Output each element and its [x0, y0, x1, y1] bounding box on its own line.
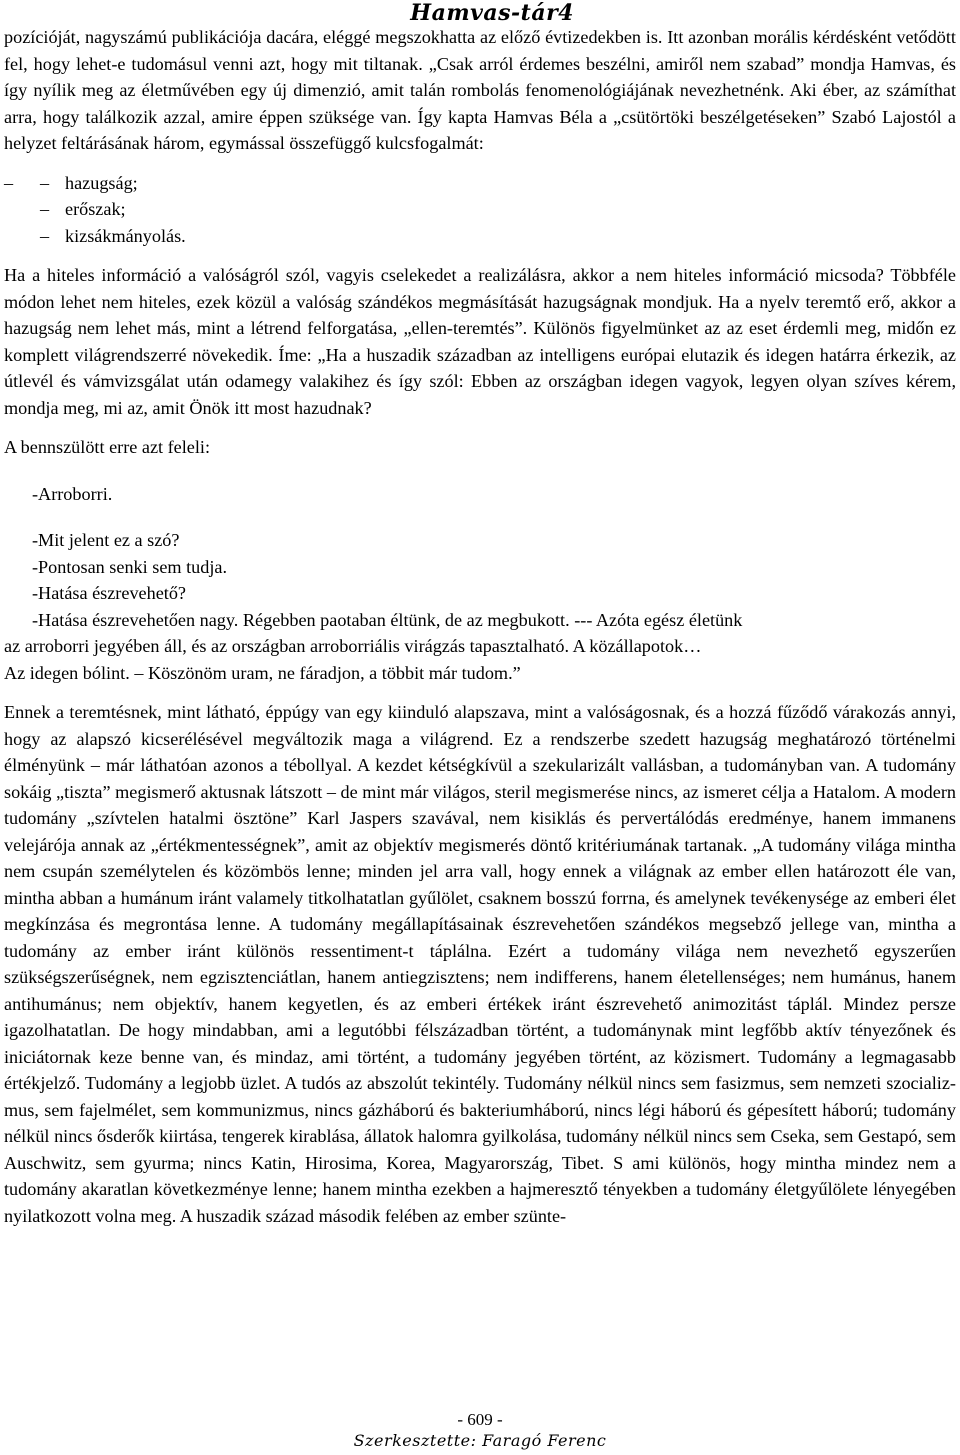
dialog-closing: Az idegen bólint. – Köszönöm uram, ne fáradjon, a többit már tudom.”: [4, 662, 521, 683]
footer-editor: Szerkesztette: Faragó Ferenc: [353, 1431, 607, 1450]
dialog-line-3: -Pontosan senki sem tudja.: [32, 556, 227, 577]
dialog-line-2: -Mit jelent ez a szó?: [32, 530, 180, 550]
dialog-line-4: -Hatása észrevehető?: [32, 583, 186, 603]
paragraph-4: Ennek a teremtésnek, mint látható, éppúgy van egy kiinduló alapszava, mint a valóságosnak, és a hozzá fűződő várakozás annyi, hogy az alapszó kicserélésével megváltozik maga a világrend. Ez a rendszerbe szedett hazugság meghatározó történelmi élményünk – már láthatóan azonos a tébollyal. A kezdet kétségkívül a szekularizált vallásban, a tudományban van. A tudomány sokáig „tiszta” megismerő aktusnak látszott – de mint már világos, steril megismerése nincs, az ismeret célja a Hatalom. A modern tudomány „szívtelen hatalmi ösztöne” Karl Jaspers szavával, nem kisiklás és pervertálódás eredménye, hanem immanens velejárója annak az „értékmentességnek”, amit az objektív megismerés döntő kritériumának tartanak. „A tudomány világa mintha nem csupán személytelen és közömbös lenne; minden jel arra vall, hogy ennek a világnak az ember ellen határozott éle van, mintha abban a humánum iránt valamely titkolhatatlan gyűlölet, csaknem bosszú forrna, és amelynek tevékenysége az emberi élet megkínzása és megrontása lenne. A tudomány megállapításainak észrevehetően szándékos megsebző jellege van, mintha a tudomány az ember iránt különös ressentiment-t táplálna. Ezért a tudomány világa nem nevezhető egyszerűen szükségszerűségnek, nem egzisztenciátlan, hanem antiegzisztens; nem indifferens, hanem életellenséges; nem humánus, hanem antihumánus; nem objektív, hanem kegyetlen, és az emberi értékek iránt észrevehető animozitást táplál. Mindez persze igazolhatatlan. De hogy mindabban, ami a legutóbbi félszázadban történt, a tudománynak mint legfőbb aktív tényezőnek és iniciátornak keze benne van, és mindaz, ami történt, a tudomány jegyében történt, az közismert. Tudomány a legmagasabb értékjelző. Tudomány a legjobb üzlet. A tudós az abszolút tekintély. Tudomány nélkül nincs sem fasizmus, sem nemzeti szocializ- mus, sem fajelmélet, sem kommunizmus, nincs gázháború és bakteriumháború, nincs légi háború és gépesített háború; tudomány nélkül nincs ősderők kiirtása, tengerek kirablása, állatok halomra gyilkolása, tudomány nélkül nincs sem Cseka, sem Gestapó, sem Auschwitz, sem gyurma; nincs Katin, Hirosima, Korea, Magyarország, Tibet. S ami különös, hogy mintha mindez nem a tudomány akaratlan következménye lenne; hanem mintha ezekben a hajmeresztő tényekben a tudomány életgyűlölete lényegében nyilatkozott volna meg. A huszadik század második felében az ember szünte-: [4, 702, 956, 1226]
paragraph-3: A bennszülött erre azt feleli:: [4, 437, 211, 457]
keyword-list: [4, 170, 956, 250]
list-item: – kizsákmányolás.: [40, 225, 186, 246]
paragraph-2: Ha a hiteles információ a valóságról szól, vagyis cselekedet a realizálásra, akkor a nem hiteles információ micsoda? Többféle módon lehet nem hiteles, ezek közül a valóság szándékos megmásítását hazugságnak mondjuk. Ha a nyelv teremtő erő, akkor a hazugság nem lehet más, mint a létrend felforgatása, „ellen-teremtés”. Különös figyelmünket az az eset érdemli meg, midőn ez komplett világrendszerré növekedik. Íme: „Ha a huszadik században az intelligens európai elutazik és idegen határra érkezik, az útlevél és vámvizsgálat után odamegy valakihez és így szól: Ebben az országban idegen vagyok, legyen olyan szíves kérem, mondja meg, mi az, amit Önök itt most hazudnak?: [4, 265, 956, 418]
body-text: [4, 24, 956, 1229]
dialog-continuation: az arroborri jegyében áll, és az országban arroborriális virágzás tapasztalható. A közállapotok…: [4, 636, 702, 656]
list-item: – erőszak;: [40, 199, 126, 219]
dialog-line-1: -Arroborri.: [32, 483, 113, 504]
running-header: Hamvas-tár4: [410, 0, 574, 26]
paragraph-1: pozícióját, nagyszámú publikációja dacára, eléggé megszokhatta az előző évtizedekben is. Itt azonban morális kérdésként vetődött fel, hogy lehet-e tudomásul venni azt, hogy mit tiltanak. „Csak arról érdemes beszélni, amiről nem szabad” mondja Hamvas, és így nyílik meg az életművében egy új dimenzió, amit talán rombolás fenomenológiájának nevezhetnénk. Aki éber, az számíthat arra, hogy találkozik azzal, amire éppen szüksége van. Így kapta Hamvas Béla a „csütörtöki beszélgetéseken” Szabó Lajostól a helyzet feltárásának három, egymással összefüggő kulcsfogalmát:: [4, 27, 956, 153]
list-item: – – hazugság;: [4, 172, 138, 193]
page-number: - 609 -: [457, 1410, 503, 1429]
dialog-line-5: -Hatása észrevehetően nagy. Régebben paotaban éltünk, de az megbukott. --- Azóta egész életünk: [32, 609, 743, 630]
